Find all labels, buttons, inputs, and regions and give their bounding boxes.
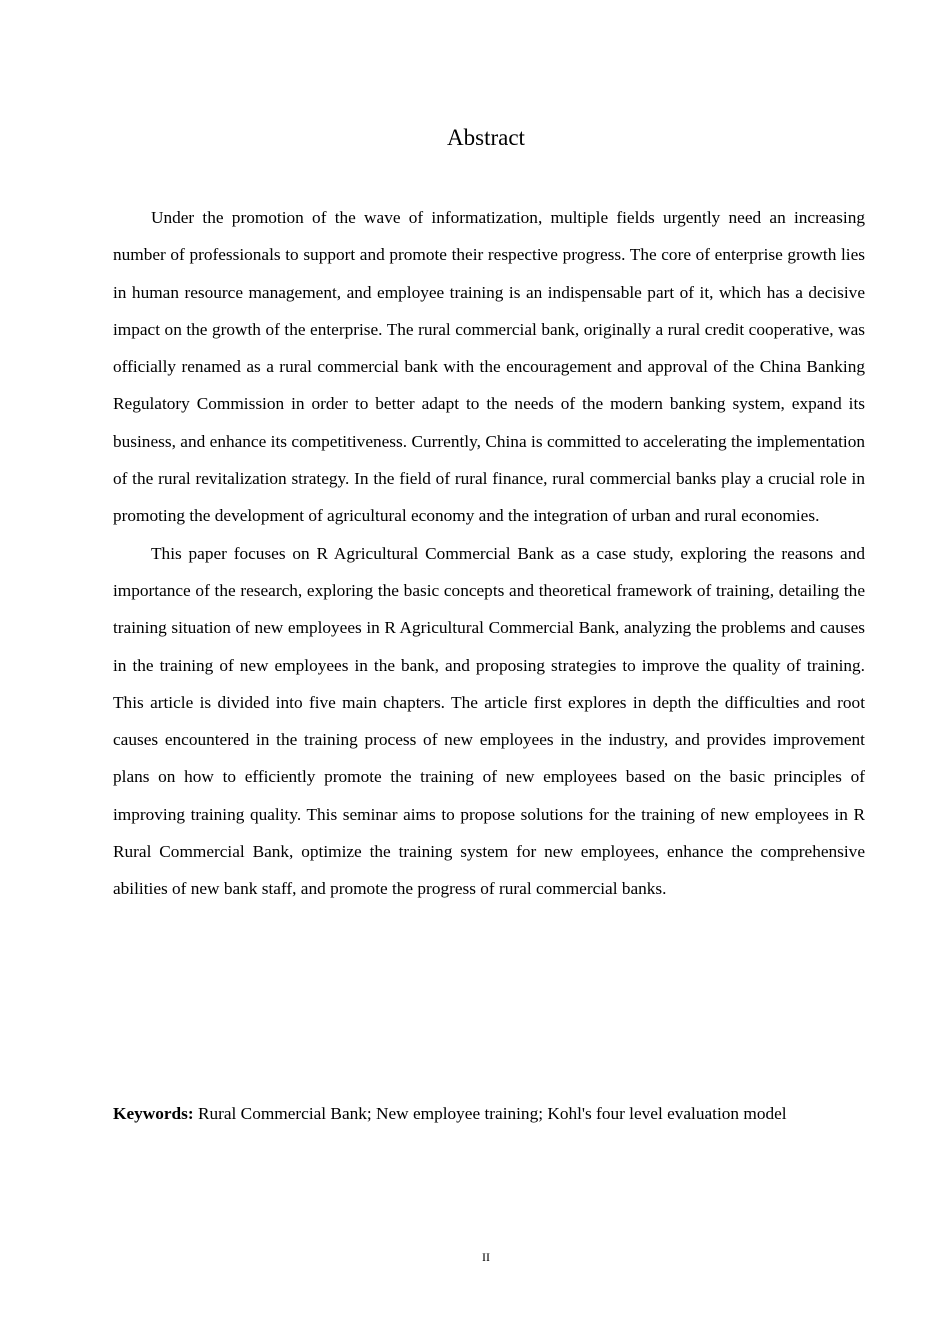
- abstract-body: [113, 199, 865, 908]
- page-number: II: [482, 1250, 490, 1264]
- abstract-paragraph-2: This paper focuses on R Agricultural Commercial Bank as a case study, exploring the reasons and importance of the research, exploring the basic concepts and theoretical framework of training, detailing the training situation of new employees in R Agricultural Commercial Bank, analyzing the problems and causes in the training of new employees in the bank, and proposing strategies to improve the quality of training. This article is divided into five main chapters. The article first explores in depth the difficulties and root causes encountered in the training process of new employees in the industry, and provides improvement plans on how to efficiently promote the training of new employees based on the basic principles of improving training quality. This seminar aims to propose solutions for the training of new employees in R Rural Commercial Bank, optimize the training system for new employees, enhance the comprehensive abilities of new bank staff, and promote the progress of rural commercial banks.: [113, 543, 865, 899]
- page-title: Abstract: [447, 125, 525, 150]
- keywords-label: Keywords:: [113, 1104, 194, 1123]
- keywords-text: Rural Commercial Bank; New employee training; Kohl's four level evaluation model: [197, 1104, 787, 1123]
- keywords-line: [113, 1095, 861, 1133]
- abstract-paragraph-1: Under the promotion of the wave of informatization, multiple fields urgently need an increasing number of professionals to support and promote their respective progress. The core of enterprise growth lies in human resource management, and employee training is an indispensable part of it, which has a decisive impact on the growth of the enterprise. The rural commercial bank, originally a rural credit cooperative, was officially renamed as a rural commercial bank with the encouragement and approval of the China Banking Regulatory Commission in order to better adapt to the needs of the modern banking system, expand its business, and enhance its competitiveness. Currently, China is committed to accelerating the implementation of the rural revitalization strategy. In the field of rural finance, rural commercial banks play a crucial role in promoting the development of agricultural economy and the integration of urban and rural economies.: [113, 208, 865, 526]
